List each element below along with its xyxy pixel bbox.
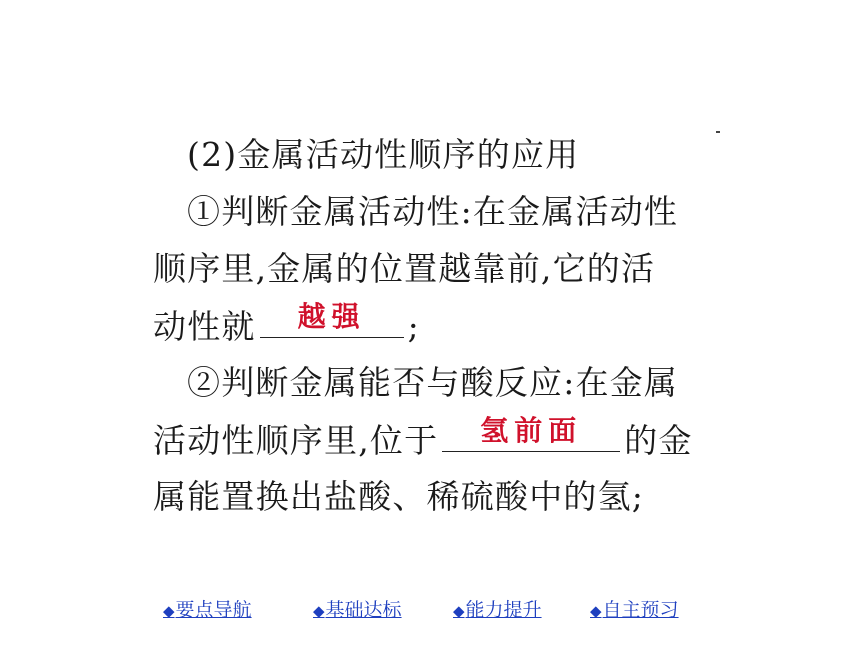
item2-line2-before: 活动性顺序里,位于 [153,421,439,460]
item1-line2 [153,240,723,297]
item1-line3-after: ; [407,307,420,346]
section-heading [153,126,723,183]
nav-link-label: 要点导航 [175,599,252,621]
item1-line3-before: 动性就 [153,307,256,346]
item2-line3 [153,468,723,525]
item2-line1-text: ②判断金属能否与酸反应:在金属 [187,363,679,402]
diamond-icon: ◆ [453,602,465,620]
answer-1: 越强 [297,300,366,333]
nav-link-label: 能力提升 [465,599,542,621]
item2-line1 [153,354,723,411]
item2-line3-text: 属能置换出盐酸、稀硫酸中的氢; [153,477,645,516]
nav-link-self-preview[interactable] [590,594,679,627]
item1-line1 [153,183,723,240]
diamond-icon: ◆ [590,602,602,620]
diamond-icon: ◆ [313,602,325,620]
answer-blank-2 [442,411,620,452]
nav-link-basic-practice[interactable] [313,594,402,627]
diamond-icon: ◆ [163,602,175,620]
question-content [153,126,723,525]
nav-link-key-points[interactable] [163,594,252,627]
nav-link-label: 基础达标 [325,599,402,621]
item2-line2-after: 的金 [624,421,693,460]
item2-line2 [153,411,723,468]
answer-blank-1 [260,297,404,338]
nav-link-ability-improvement[interactable] [453,594,542,627]
bottom-nav [163,594,723,626]
answer-2: 氢前面 [480,414,583,447]
item1-line1-text: ①判断金属活动性:在金属活动性 [187,192,679,231]
nav-link-label: 自主预习 [602,599,679,621]
item1-line2-text: 顺序里,金属的位置越靠前,它的活 [153,249,656,288]
section-heading-text: (2)金属活动性顺序的应用 [187,135,580,174]
item1-line3 [153,297,723,354]
